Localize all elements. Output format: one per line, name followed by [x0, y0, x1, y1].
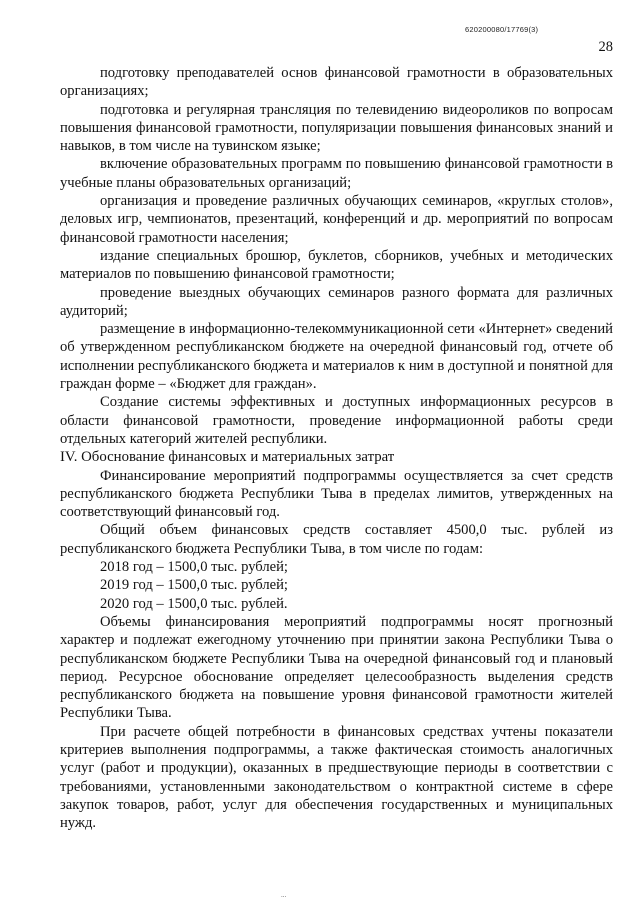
paragraph-forecast: Объемы финансирования мероприятий подпрограммы носят прогнозный характер и подлежат ежегодному уточнению при принятии закона Республики Тыва о республиканском бюджете Республики Тыва на очередной финансовый год и плановый период. Ресурсное обоснование определяет целесообразность выделения средств республиканского бюджета на повышение уровня финансовой грамотности жителей Республики Тыва.	[60, 613, 613, 722]
list-item: включение образовательных программ по повышению финансовой грамотности в учебные планы образовательных организаций;	[60, 156, 613, 191]
list-item: подготовка и регулярная трансляция по телевидению видеороликов по вопросам повышения финансовой грамотности, популяризации повышения финансовых знаний и навыков, в том числе на тувинском языке;	[60, 101, 613, 155]
paragraph-financing: Финансирование мероприятий подпрограммы осуществляется за счет средств республиканского бюджета Республики Тыва в пределах лимитов, утвержденных на соответствующий финансовый год.	[60, 467, 613, 521]
section-heading: IV. Обоснование финансовых и материальных затрат	[60, 449, 395, 466]
list-item: издание специальных брошюр, буклетов, сборников, учебных и методических материалов по повышению финансовой грамотности;	[60, 247, 613, 283]
document-registration-number: 620200080/17769(3)	[465, 25, 539, 34]
paragraph-calculation: При расчете общей потребности в финансовых средствах учтены показатели критериев выполнения подпрограммы, а также фактическая стоимость аналогичных услуг (работ и продукции), оказанных в предшествующие периоды в соответствии с требованиями, установленными законодательством о контрактной системе в сфере закупок товаров, работ, услуг для обеспечения государственных и муниципальных нужд.	[60, 723, 613, 832]
list-item: организация и проведение различных обучающих семинаров, «круглых столов», деловых игр, чемпионатов, презентаций, конференций и др. мероприятий по вопросам финансовой грамотности населения;	[60, 193, 613, 246]
list-item: размещение в информационно-телекоммуникационной сети «Интернет» сведений об утвержденном республиканском бюджете на очередной финансовый год, отчете об исполнении республиканского бюджета и материалов к ним в доступной и понятной для граждан форме – «Бюджет для граждан».	[60, 321, 613, 393]
list-item: Создание системы эффективных и доступных информационных ресурсов в области финансовой грамотности, проведение информационной работы среди отдельных категорий жителей республики.	[60, 394, 613, 447]
footer-mark: ...	[281, 891, 287, 899]
document-body	[60, 64, 613, 832]
list-item: проведение выездных обучающих семинаров разного формата для различных аудиторий;	[60, 284, 613, 319]
year-amount: 2020 год – 1500,0 тыс. рублей.	[100, 595, 288, 612]
list-item: подготовку преподавателей основ финансовой грамотности в образовательных организациях;	[60, 65, 613, 100]
page-number: 28	[598, 39, 613, 55]
year-amount: 2018 год – 1500,0 тыс. рублей;	[100, 559, 288, 576]
paragraph-total: Общий объем финансовых средств составляет 4500,0 тыс. рублей из республиканского бюджета Республики Тыва, в том числе по годам:	[60, 522, 613, 557]
year-amount: 2019 год – 1500,0 тыс. рублей;	[100, 577, 288, 594]
